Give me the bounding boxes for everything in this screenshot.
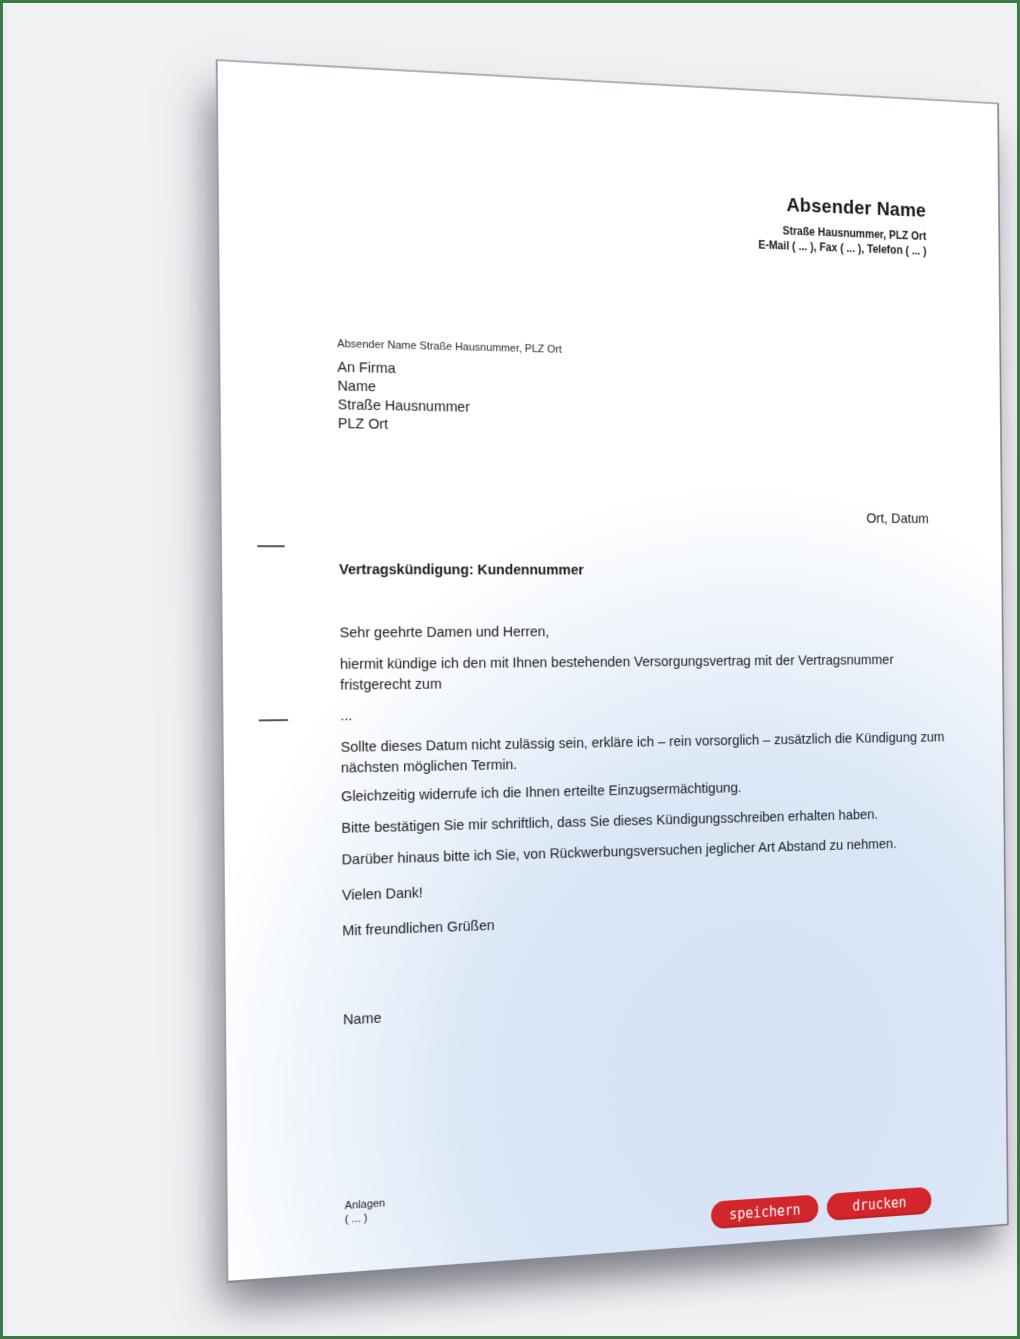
recipient-line: Straße Hausnummer: [337, 396, 470, 416]
recipient-address-block: [337, 358, 470, 435]
fold-mark-center: [259, 719, 288, 721]
sender-header: [758, 193, 927, 259]
fold-mark-top: [257, 545, 284, 547]
attachments-value: ( ... ): [344, 1212, 368, 1226]
closing-line: Mit freundlichen Grüßen: [342, 917, 495, 940]
letter-page: [216, 59, 1009, 1283]
recipient-line: Name: [337, 377, 376, 396]
attachments-label: Anlagen: [344, 1197, 386, 1213]
paragraph-placeholder-dots: ...: [340, 707, 353, 725]
sender-name: Absender Name: [786, 194, 927, 222]
save-button[interactable]: speichern: [711, 1194, 818, 1229]
date-line: Ort, Datum: [866, 510, 929, 527]
attachments-block: [345, 1197, 386, 1227]
paragraph: Sollte dieses Datum nicht zulässig sein, erkläre ich – rein vorsorglich – zusätzlich die Kündigung zum nächsten möglichen Termin.: [340, 729, 945, 777]
subject-line: Vertragskündigung: Kundennummer: [339, 561, 584, 579]
thanks-line: Vielen Dank!: [341, 884, 423, 904]
paragraph: hiermit kündige ich den mit Ihnen bestehenden Versorgungsvertrag mit der Vertragsnummer fristgerecht zum: [339, 651, 894, 694]
salutation: Sehr geehrte Damen und Herren,: [339, 623, 550, 642]
recipient-line: PLZ Ort: [337, 415, 389, 433]
recipient-line: An Firma: [337, 358, 396, 378]
signature-name: Name: [342, 1009, 382, 1029]
return-address-line: Absender Name Straße Hausnummer, PLZ Ort: [337, 338, 562, 356]
paragraph: Darüber hinaus bitte ich Sie, von Rückwerbungsversuchen jeglicher Art Abstand zu nehmen.: [341, 835, 897, 869]
print-button[interactable]: drucken: [827, 1187, 932, 1221]
paragraph: Bitte bestätigen Sie mir schriftlich, dass Sie dieses Kündigungsschreiben erhalten haben.: [341, 806, 879, 837]
sender-contact-line: E-Mail ( ... ), Fax ( ... ), Telefon ( ... ): [758, 238, 927, 258]
paragraph: Gleichzeitig widerrufe ich die Ihnen erteilte Einzugsermächtigung.: [341, 779, 742, 806]
sender-address-line: Straße Hausnummer, PLZ Ort: [782, 224, 927, 243]
